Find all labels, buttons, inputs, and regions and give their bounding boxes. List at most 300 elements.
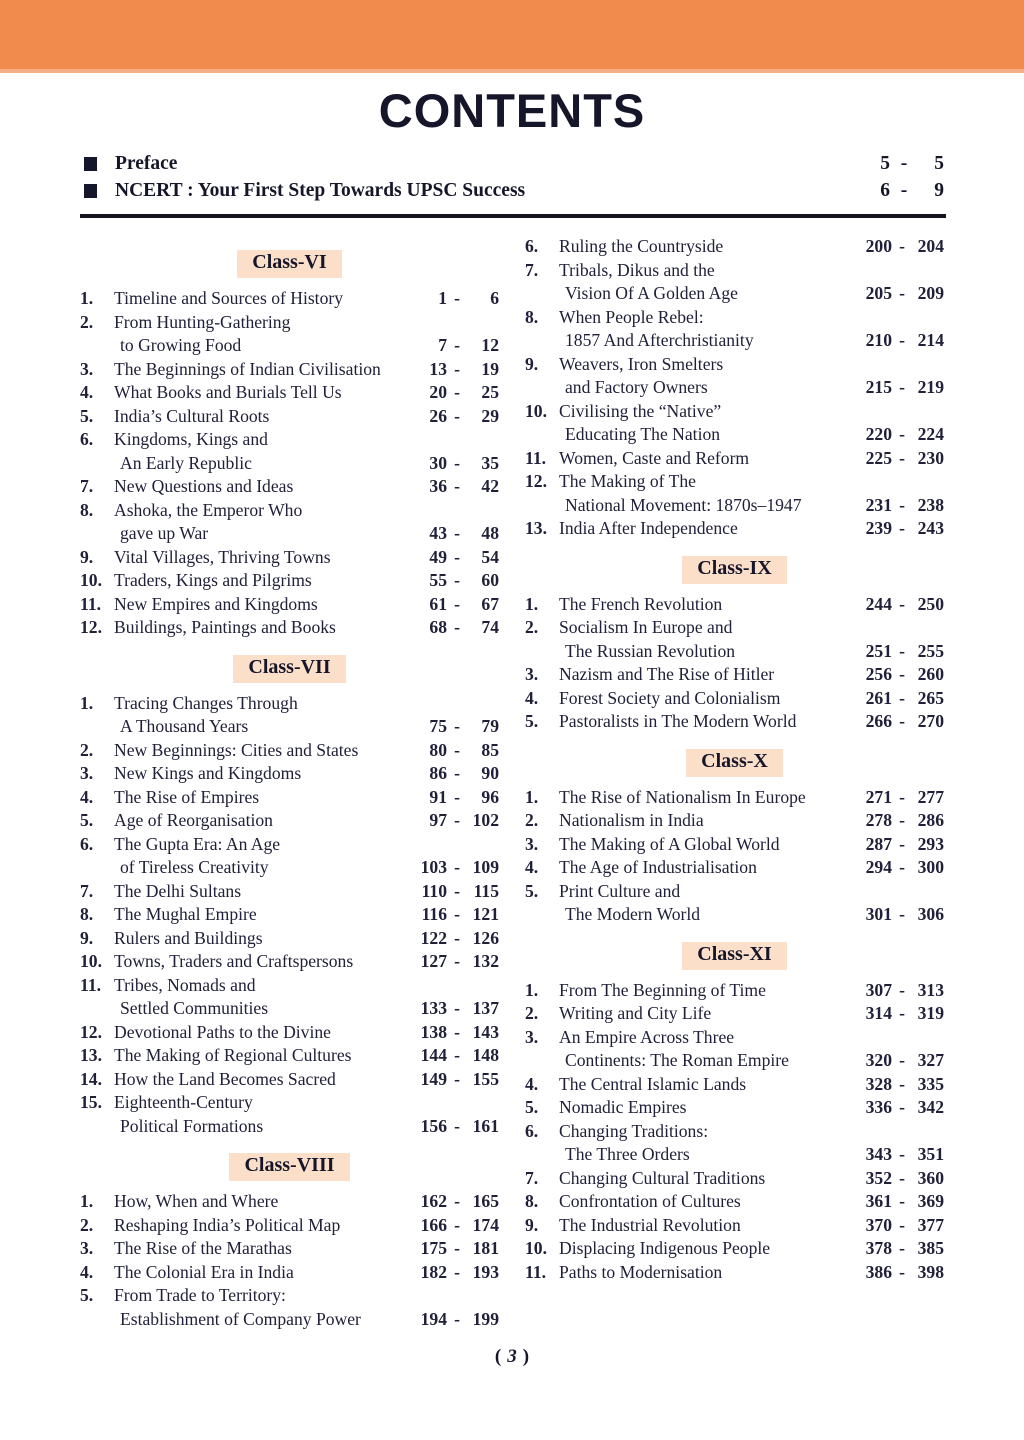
chapter-title-line: When People Rebel: — [559, 306, 704, 327]
chapter-number: 15. — [80, 1092, 102, 1112]
page-range — [411, 381, 499, 405]
range-dash: - — [454, 405, 460, 426]
page-start: 239 — [865, 518, 892, 538]
page-start: 68 — [429, 617, 447, 637]
chapter-title-line: Women, Caste and Reform — [559, 447, 750, 468]
chapter-title-line: Tracing Changes Through — [114, 692, 298, 713]
range-dash: - — [899, 1050, 905, 1070]
toc-column-left — [80, 235, 499, 1331]
page-range — [856, 1002, 944, 1026]
chapter-title — [114, 1021, 411, 1045]
chapter-title-line: Nazism and The Rise of Hitler — [559, 664, 775, 684]
page-range — [856, 1167, 944, 1191]
chapter-title-line: Eighteenth-Century — [114, 1092, 253, 1112]
page-range — [856, 1237, 944, 1261]
toc-entry — [525, 1073, 944, 1097]
range-dash: - — [899, 640, 905, 661]
chapter-title — [114, 405, 411, 429]
toc-entry — [525, 1261, 944, 1285]
class-section-heading-row — [80, 250, 499, 278]
toc-entry — [525, 235, 944, 259]
range-dash: - — [454, 1191, 460, 1211]
chapter-title-line: Establishment of Company Power — [120, 1308, 361, 1329]
page-number — [0, 1346, 1024, 1368]
toc-columns — [0, 218, 1024, 1331]
range-dash: - — [899, 330, 905, 350]
page-range — [856, 903, 944, 927]
toc-entry — [80, 311, 499, 358]
class-section-heading: Class-IX — [682, 556, 786, 584]
chapter-title-line: The Three Orders — [565, 1144, 690, 1164]
page-end: 6 — [490, 288, 499, 308]
chapter-title-line: The Gupta Era: An Age — [114, 833, 281, 854]
page-end: 255 — [917, 640, 944, 661]
page-end: 121 — [472, 904, 499, 924]
toc-entry — [80, 428, 499, 475]
toc-entry — [525, 593, 944, 617]
page-end: 143 — [472, 1021, 499, 1042]
chapter-title-line: India After Independence — [559, 518, 738, 538]
range-dash: - — [454, 452, 460, 473]
chapter-title-line: The Industrial Revolution — [559, 1214, 741, 1235]
range-dash: - — [900, 180, 908, 201]
chapter-title-line: Changing Cultural Traditions — [559, 1167, 766, 1188]
class-section-heading-row — [525, 749, 944, 777]
range-dash: - — [454, 1021, 460, 1042]
chapter-number: 1. — [80, 692, 94, 713]
page-start: 215 — [865, 377, 892, 397]
page-start: 256 — [865, 664, 892, 684]
page-range — [856, 809, 944, 833]
chapter-title — [114, 1190, 411, 1214]
chapter-title — [559, 1073, 856, 1097]
front-matter-label: NCERT : Your First Step Towards UPSC Success — [115, 180, 526, 201]
page-range — [856, 1073, 944, 1097]
page-range — [856, 1096, 944, 1120]
page-start: 75 — [429, 716, 447, 736]
page-start: 133 — [420, 998, 447, 1018]
toc-entry — [525, 1167, 944, 1191]
chapter-number: 7. — [80, 476, 94, 496]
chapter-title — [559, 856, 856, 880]
page-end: 96 — [481, 786, 499, 807]
page-start: 166 — [420, 1214, 447, 1235]
page-start: 116 — [421, 904, 447, 924]
page-end: 313 — [917, 979, 944, 1000]
toc-entry — [525, 1190, 944, 1214]
page-start: 328 — [865, 1073, 892, 1094]
chapter-title-line: Continents: The Roman Empire — [565, 1050, 789, 1070]
top-orange-band — [0, 0, 1024, 73]
toc-entry — [80, 1021, 499, 1045]
toc-entry — [525, 880, 944, 927]
toc-entry — [525, 616, 944, 663]
page-range — [411, 546, 499, 570]
page-start: 352 — [865, 1167, 892, 1188]
toc-entry — [525, 353, 944, 400]
range-dash: - — [899, 236, 905, 256]
page-range — [856, 423, 944, 447]
chapter-title-line: What Books and Burials Tell Us — [114, 382, 342, 402]
chapter-title-line: New Beginnings: Cities and States — [114, 739, 359, 760]
page-range — [411, 616, 499, 640]
toc-entry — [80, 405, 499, 429]
chapter-title — [114, 833, 411, 880]
chapter-title — [114, 739, 411, 763]
toc-entry — [80, 833, 499, 880]
toc-entry — [80, 786, 499, 810]
page-range — [856, 235, 944, 259]
chapter-number: 3. — [80, 1238, 94, 1258]
chapter-title-line: Kingdoms, Kings and — [114, 429, 268, 449]
class-section-heading-row — [525, 942, 944, 970]
page-end: 277 — [917, 786, 944, 807]
toc-entry — [525, 663, 944, 687]
page-start: 314 — [865, 1003, 892, 1023]
toc-entry — [80, 358, 499, 382]
chapter-number: 11. — [80, 974, 102, 995]
chapter-number: 5. — [80, 405, 94, 426]
chapter-title-line: Confrontation of Cultures — [559, 1191, 741, 1211]
page-end: 12 — [481, 335, 499, 355]
toc-entry — [525, 809, 944, 833]
class-section-heading: Class-VIII — [229, 1153, 349, 1181]
page-end: 137 — [472, 998, 499, 1018]
page-end: 5 — [934, 153, 944, 174]
page-start: 320 — [865, 1050, 892, 1070]
chapter-number: 2. — [525, 1003, 539, 1023]
range-dash: - — [454, 857, 460, 877]
page-end: 9 — [934, 180, 944, 201]
range-dash: - — [454, 951, 460, 971]
chapter-title — [559, 1026, 856, 1073]
page-end: 74 — [481, 617, 499, 637]
page-end: 165 — [472, 1191, 499, 1211]
page-title: CONTENTS — [378, 84, 646, 137]
page-start: 110 — [421, 880, 447, 901]
chapter-title-line: How the Land Becomes Sacred — [114, 1068, 336, 1089]
page-end: 102 — [472, 810, 499, 830]
page-range — [411, 1190, 499, 1214]
page-end: 109 — [472, 857, 499, 877]
toc-entry — [80, 381, 499, 405]
page-end: 219 — [917, 377, 944, 397]
page-end: 300 — [917, 857, 944, 877]
chapter-number: 12. — [80, 617, 102, 637]
page-range — [856, 1214, 944, 1238]
chapter-title — [114, 428, 411, 475]
range-dash: - — [899, 1097, 905, 1117]
toc-entry — [525, 786, 944, 810]
range-dash: - — [454, 570, 460, 590]
range-dash: - — [899, 1191, 905, 1211]
range-dash: - — [454, 1308, 460, 1329]
chapter-title — [114, 786, 411, 810]
page-start: 36 — [429, 476, 447, 496]
range-dash: - — [899, 1073, 905, 1094]
chapter-title-line: The Modern World — [565, 904, 701, 924]
chapter-title-line: Writing and City Life — [559, 1003, 712, 1023]
page-end: 293 — [917, 833, 944, 854]
chapter-title — [559, 400, 856, 447]
range-dash: - — [899, 664, 905, 684]
page-start: 103 — [420, 857, 447, 877]
toc-entry — [80, 950, 499, 974]
page-end: 306 — [917, 904, 944, 924]
page-start: 61 — [429, 593, 447, 614]
toc-entry — [525, 1214, 944, 1238]
chapter-number: 9. — [80, 546, 94, 567]
page-start: 336 — [865, 1097, 892, 1117]
toc-entry — [80, 1091, 499, 1138]
page-start: 225 — [865, 447, 892, 468]
chapter-title — [559, 1096, 856, 1120]
chapter-number: 10. — [525, 400, 547, 421]
toc-entry — [80, 1214, 499, 1238]
square-bullet-icon — [84, 157, 97, 171]
chapter-number: 3. — [525, 1026, 539, 1047]
chapter-number: 12. — [525, 471, 547, 491]
page-start: 20 — [429, 382, 447, 402]
chapter-title-line: Settled Communities — [120, 998, 269, 1018]
chapter-title — [559, 1120, 856, 1167]
chapter-number: 3. — [525, 664, 539, 684]
toc-column-right — [525, 235, 944, 1331]
page-start: 13 — [429, 358, 447, 379]
chapter-number: 4. — [525, 857, 539, 877]
chapter-number: 2. — [525, 617, 539, 637]
page-range — [411, 762, 499, 786]
range-dash: - — [899, 904, 905, 924]
range-dash: - — [900, 153, 908, 174]
front-matter-item — [84, 177, 944, 204]
chapter-title-line: New Questions and Ideas — [114, 476, 294, 496]
chapter-title — [559, 470, 856, 517]
chapter-number: 2. — [525, 810, 539, 830]
page-range — [411, 1115, 499, 1139]
chapter-title-line: Timeline and Sources of History — [114, 288, 344, 308]
range-dash: - — [899, 593, 905, 614]
page-range — [856, 282, 944, 306]
page-start: 30 — [429, 452, 447, 473]
page-range — [856, 979, 944, 1003]
chapter-title-line: Nationalism in India — [559, 810, 704, 830]
chapter-title-line: The Age of Industrialisation — [559, 857, 757, 877]
chapter-title — [559, 235, 856, 259]
page-end: 67 — [481, 593, 499, 614]
toc-entry — [80, 499, 499, 546]
chapter-title — [559, 259, 856, 306]
page-range — [411, 358, 499, 382]
toc-entry — [80, 1261, 499, 1285]
chapter-title — [559, 447, 856, 471]
range-dash: - — [899, 1167, 905, 1188]
chapter-title — [114, 1237, 411, 1261]
chapter-title-line: Rulers and Buildings — [114, 927, 263, 948]
chapter-title — [559, 880, 856, 927]
range-dash: - — [454, 927, 460, 948]
page-end: 115 — [473, 880, 499, 901]
chapter-number: 6. — [80, 429, 94, 449]
chapter-title — [114, 1044, 411, 1068]
page-start: 55 — [429, 570, 447, 590]
chapter-title-line: The Rise of Nationalism In Europe — [559, 786, 806, 807]
page-range — [411, 880, 499, 904]
chapter-title-line: Educating The Nation — [565, 424, 721, 444]
class-section-heading-row — [80, 655, 499, 683]
chapter-title-line: The Making of Regional Cultures — [114, 1045, 352, 1065]
page-end: 29 — [481, 405, 499, 426]
chapter-number: 10. — [525, 1238, 547, 1258]
chapter-number: 10. — [80, 951, 102, 971]
page-range — [411, 1044, 499, 1068]
range-dash: - — [899, 1144, 905, 1164]
chapter-title-line: Buildings, Paintings and Books — [114, 617, 336, 637]
page-end: 193 — [472, 1261, 499, 1282]
class-section-heading-row — [525, 556, 944, 584]
range-dash: - — [899, 447, 905, 468]
chapter-number: 3. — [525, 833, 539, 854]
toc-entry — [80, 569, 499, 593]
chapter-number: 13. — [80, 1045, 102, 1065]
chapter-number: 4. — [80, 786, 94, 807]
chapter-title-line: Age of Reorganisation — [114, 810, 273, 830]
page-start: 162 — [420, 1191, 447, 1211]
page-range — [411, 997, 499, 1021]
chapter-title-line: gave up War — [120, 523, 209, 543]
chapter-title-line: The Rise of the Marathas — [114, 1238, 292, 1258]
chapter-title-line: Weavers, Iron Smelters — [559, 353, 724, 374]
page-end: 351 — [917, 1144, 944, 1164]
toc-entry — [80, 809, 499, 833]
toc-entry — [525, 447, 944, 471]
page-start: 210 — [865, 330, 892, 350]
toc-entry — [80, 593, 499, 617]
chapter-title-line: The Delhi Sultans — [114, 880, 242, 901]
page-start: 49 — [429, 546, 447, 567]
chapter-number: 5. — [525, 880, 539, 901]
page-start: 5 — [880, 153, 890, 174]
page-range — [411, 903, 499, 927]
page-range — [856, 663, 944, 687]
chapter-title — [114, 475, 411, 499]
chapter-title — [559, 1167, 856, 1191]
chapter-number: 11. — [525, 1261, 547, 1282]
range-dash: - — [454, 476, 460, 496]
chapter-title-line: Displacing Indigenous People — [559, 1238, 771, 1258]
page-end: 19 — [481, 358, 499, 379]
page-end: 224 — [917, 424, 944, 444]
page-range — [411, 1237, 499, 1261]
page-start: 43 — [429, 523, 447, 543]
page-end: 79 — [481, 716, 499, 736]
chapter-title — [559, 1190, 856, 1214]
page-range — [856, 1049, 944, 1073]
range-dash: - — [454, 739, 460, 760]
chapter-number: 5. — [525, 711, 539, 731]
page-range — [856, 1261, 944, 1285]
toc-entry — [80, 739, 499, 763]
page-end: 25 — [481, 382, 499, 402]
page-range — [411, 950, 499, 974]
page-start: 307 — [865, 979, 892, 1000]
page-start: 278 — [865, 810, 892, 830]
page-start: 122 — [420, 927, 447, 948]
chapter-title-line: India’s Cultural Roots — [114, 405, 270, 426]
page-start: 266 — [865, 711, 892, 731]
range-dash: - — [899, 711, 905, 731]
chapter-title-line: New Empires and Kingdoms — [114, 593, 318, 614]
chapter-title — [559, 979, 856, 1003]
toc-entry — [525, 306, 944, 353]
class-section-heading-row — [80, 1153, 499, 1181]
page-range — [856, 1190, 944, 1214]
page-end: 199 — [472, 1308, 499, 1329]
toc-entry — [80, 1044, 499, 1068]
chapter-number: 5. — [80, 1285, 94, 1305]
page-range — [411, 715, 499, 739]
page-end: 148 — [472, 1045, 499, 1065]
chapter-number: 4. — [80, 1261, 94, 1282]
page-end: 90 — [481, 763, 499, 783]
range-dash: - — [454, 1045, 460, 1065]
range-dash: - — [454, 810, 460, 830]
toc-entry — [525, 856, 944, 880]
page-start: 182 — [420, 1261, 447, 1282]
page-start: 220 — [865, 424, 892, 444]
toc-entry — [80, 1068, 499, 1092]
page-range — [856, 786, 944, 810]
chapter-title-line: Print Culture and — [559, 880, 681, 901]
page-start: 271 — [865, 786, 892, 807]
chapter-title-line: The Russian Revolution — [565, 640, 736, 661]
range-dash: - — [454, 358, 460, 379]
chapter-title-line: The French Revolution — [559, 593, 723, 614]
range-dash: - — [454, 1214, 460, 1235]
chapter-number: 3. — [80, 763, 94, 783]
chapter-title — [114, 1214, 411, 1238]
toc-entry — [525, 1002, 944, 1026]
chapter-title — [559, 593, 856, 617]
chapter-title-line: From Trade to Territory: — [114, 1285, 286, 1305]
chapter-title-line: Paths to Modernisation — [559, 1261, 723, 1282]
page-start: 156 — [420, 1115, 447, 1136]
page-end: 238 — [917, 494, 944, 515]
chapter-number: 8. — [80, 904, 94, 924]
chapter-title-line: Vision Of A Golden Age — [565, 283, 738, 303]
chapter-title-line: Changing Traditions: — [559, 1120, 709, 1141]
chapter-title-line: Civilising the “Native” — [559, 400, 722, 421]
page-end: 42 — [481, 476, 499, 496]
chapter-title — [114, 593, 411, 617]
chapter-title-line: Towns, Traders and Craftspersons — [114, 951, 354, 971]
chapter-number: 8. — [525, 306, 539, 327]
front-matter-item — [84, 150, 944, 177]
chapter-title-line: The Rise of Empires — [114, 786, 260, 807]
page-end: 60 — [481, 570, 499, 590]
page-end: 54 — [481, 546, 499, 567]
chapter-title — [114, 499, 411, 546]
range-dash: - — [899, 786, 905, 807]
page-end: 319 — [917, 1003, 944, 1023]
chapter-title — [114, 927, 411, 951]
page-range — [856, 710, 944, 734]
toc-entry — [525, 1096, 944, 1120]
range-dash: - — [899, 810, 905, 830]
page-start: 287 — [865, 833, 892, 854]
toc-entry — [80, 1237, 499, 1261]
chapter-number: 6. — [80, 833, 94, 854]
